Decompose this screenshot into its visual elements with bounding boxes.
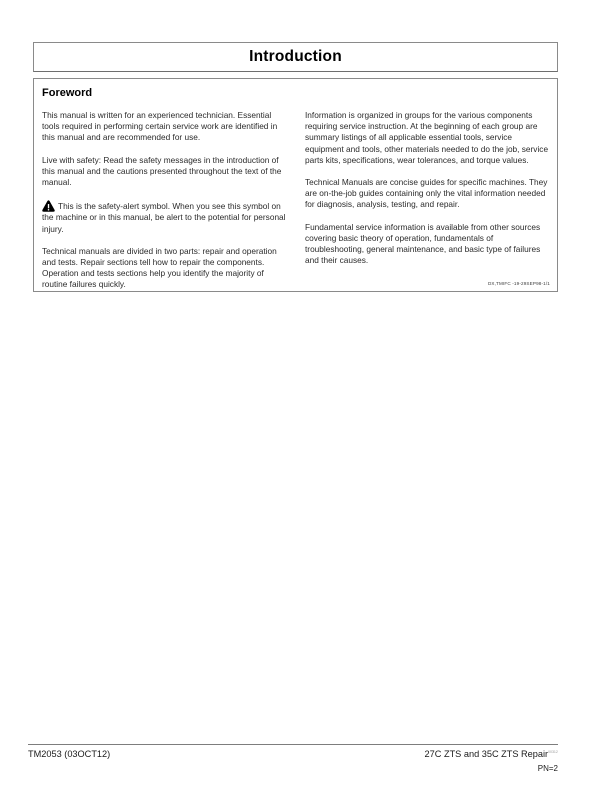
paragraph-manual-intro: This manual is written for an experienced technician. Essential tools required in performing certain service work are identified in this manual and are recommended for use.	[42, 110, 278, 143]
paragraph-fundamental-service-info: Fundamental service information is available from other sources covering basic theory of operation, fundamentals of troubleshooting, general maintenance, and basic type of failures and their causes.	[305, 221, 541, 266]
footer-page-number: PN=2	[537, 764, 558, 773]
two-column-body	[42, 110, 549, 291]
section-heading: Foreword	[42, 87, 93, 99]
page-title-banner	[33, 42, 558, 72]
paragraph-live-with-safety: Live with safety: Read the safety messages in the introduction of this manual and the cautions presented throughout the text of the manual.	[42, 154, 282, 188]
reference-code: DX,TMIFC -19-29SEP98-1/1	[487, 281, 550, 286]
right-column	[305, 110, 550, 291]
footer-superscript: 00312	[548, 749, 558, 754]
paragraph-concise-guides: Technical Manuals are concise guides for specific machines. They are on-the-job guides containing only the vital information needed for diagnosis, analysis, testing, and repair.	[305, 177, 548, 210]
foreword-section	[33, 78, 558, 292]
footer-manual-title	[425, 749, 558, 759]
footer-divider	[28, 744, 558, 745]
footer-manual-id: TM2053 (03OCT12)	[28, 749, 111, 759]
paragraph-information-organized: Information is organized in groups for the various components requiring service instruction. At the beginning of each group are summary listings of all applicable essential tools, service equipment and tools, other materials needed to do the job, service parts kits, specifications, wear tolerances, and torque values.	[305, 110, 549, 165]
safety-alert-text: This is the safety-alert symbol. When you see this symbol on the machine or in this manual, be alert to the potential for personal injury.	[42, 201, 286, 234]
left-column	[42, 110, 287, 291]
footer-right-group	[425, 749, 558, 773]
page-footer	[28, 749, 558, 773]
footer-manual-title-text: 27C ZTS and 35C ZTS Repair	[424, 749, 549, 759]
paragraph-safety-alert	[42, 199, 287, 235]
safety-alert-triangle-icon	[42, 200, 55, 212]
paragraph-technical-manuals-parts: Technical manuals are divided in two parts: repair and operation and tests. Repair sections tell how to repair the components. Operation and tests sections help you identify the majority of routine failures quickly.	[42, 245, 277, 290]
page-title: Introduction	[249, 48, 342, 65]
